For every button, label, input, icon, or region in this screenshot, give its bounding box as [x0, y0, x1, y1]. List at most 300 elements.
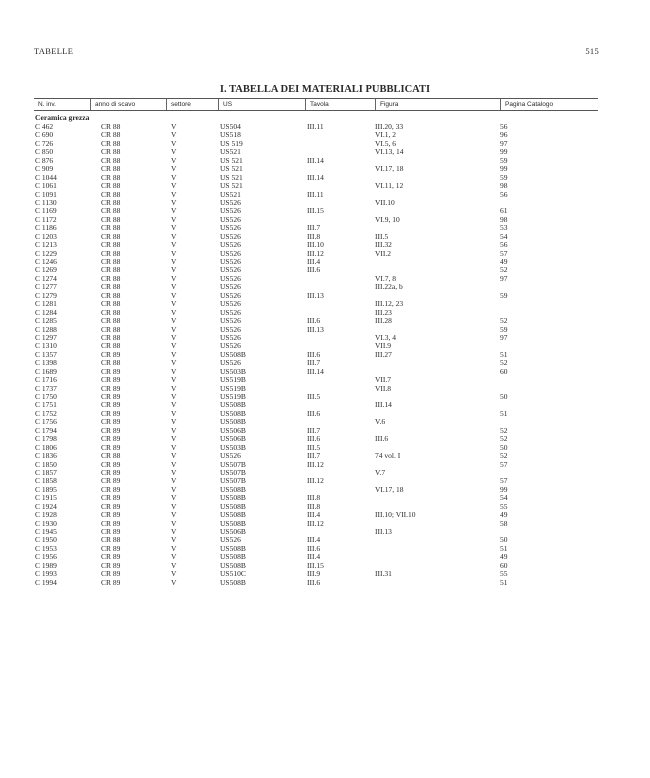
cell-plate: III.8	[307, 502, 321, 511]
cell-plate: III.8	[307, 494, 321, 503]
cell-us: US503B	[220, 367, 246, 376]
cell-catalog-page	[500, 342, 598, 350]
cell-us: US 521	[220, 156, 243, 165]
cell-sector: V	[171, 224, 177, 233]
running-header-section: TABELLE	[34, 46, 74, 56]
cell-catalog-page: 55	[500, 570, 508, 579]
cell-inventory-number: C 1716	[35, 376, 57, 385]
cell-catalog-page: 99	[500, 165, 508, 174]
column-header-us: US	[218, 99, 305, 110]
cell-figure	[375, 545, 500, 553]
cell-inventory-number: C 1357	[35, 350, 57, 359]
table-row	[34, 241, 598, 249]
cell-us: US503B	[220, 443, 246, 452]
cell-plate: III.6	[307, 578, 321, 587]
cell-plate: III.6	[307, 317, 321, 326]
column-header-catalog-page: Pagina Catalogo	[500, 99, 598, 110]
cell-inventory-number: C 1752	[35, 409, 57, 418]
cell-inventory-number: C 1061	[35, 182, 57, 191]
cell-us: US508B	[220, 350, 246, 359]
cell-catalog-page: 51	[500, 350, 508, 359]
cell-inventory-number: C 1186	[35, 224, 57, 233]
cell-excavation-year: CR 88	[101, 139, 121, 148]
cell-figure	[375, 224, 500, 232]
cell-sector: V	[171, 426, 177, 435]
cell-sector: V	[171, 443, 177, 452]
cell-inventory-number: C 850	[35, 148, 54, 157]
cell-catalog-page: 50	[500, 536, 508, 545]
cell-figure	[375, 368, 500, 376]
cell-figure: III.23	[375, 308, 392, 317]
cell-catalog-page: 49	[500, 553, 508, 562]
cell-inventory-number: C 1928	[35, 511, 57, 520]
cell-us: US 521	[220, 182, 243, 191]
cell-inventory-number: C 1989	[35, 561, 57, 570]
cell-inventory-number: C 909	[35, 165, 54, 174]
cell-plate	[305, 275, 375, 283]
cell-excavation-year: CR 89	[101, 485, 121, 494]
cell-catalog-page: 96	[500, 131, 508, 140]
cell-catalog-page: 52	[500, 359, 508, 368]
cell-inventory-number: C 1858	[35, 477, 57, 486]
column-header-figure: Figura	[375, 99, 500, 110]
cell-inventory-number: C 726	[35, 139, 54, 148]
table-row	[34, 334, 598, 342]
cell-sector: V	[171, 182, 177, 191]
cell-figure	[375, 579, 500, 587]
cell-sector: V	[171, 139, 177, 148]
cell-plate: III.6	[307, 350, 321, 359]
cell-inventory-number: C 1857	[35, 468, 57, 477]
cell-figure: VII.2	[375, 249, 392, 258]
cell-figure: III.5	[375, 232, 389, 241]
cell-figure: VI.17, 18	[375, 165, 404, 174]
table-row	[34, 410, 598, 418]
cell-sector: V	[171, 561, 177, 570]
cell-sector: V	[171, 536, 177, 545]
cell-excavation-year: CR 88	[101, 156, 121, 165]
cell-us: US507B	[220, 460, 246, 469]
cell-figure	[375, 207, 500, 215]
cell-inventory-number: C 1950	[35, 536, 57, 545]
cell-plate	[305, 528, 375, 536]
cell-us: US526	[220, 342, 241, 351]
cell-figure: VI.13, 14	[375, 148, 404, 157]
cell-excavation-year: CR 88	[101, 190, 121, 199]
cell-sector: V	[171, 274, 177, 283]
cell-catalog-page: 59	[500, 325, 508, 334]
cell-inventory-number: C 1169	[35, 207, 57, 216]
table-row	[34, 469, 598, 477]
table-header-row	[34, 98, 598, 111]
cell-figure	[375, 553, 500, 561]
cell-inventory-number: C 1246	[35, 258, 57, 266]
cell-excavation-year: CR 89	[101, 561, 121, 570]
cell-catalog-page: 60	[500, 367, 508, 376]
table-row	[34, 368, 598, 376]
cell-plate: III.8	[307, 232, 321, 241]
cell-figure: III.14	[375, 401, 392, 410]
table-row	[34, 528, 598, 536]
cell-sector: V	[171, 350, 177, 359]
cell-plate: III.7	[307, 452, 321, 461]
cell-sector: V	[171, 452, 177, 461]
cell-figure: VII.9	[375, 342, 392, 351]
cell-figure	[375, 292, 500, 300]
cell-excavation-year: CR 88	[101, 131, 121, 140]
cell-catalog-page	[500, 469, 598, 477]
cell-inventory-number: C 1895	[35, 485, 57, 494]
cell-plate	[305, 199, 375, 207]
cell-excavation-year: CR 88	[101, 333, 121, 342]
cell-us: US526	[220, 266, 241, 275]
cell-catalog-page: 50	[500, 393, 508, 401]
cell-plate	[305, 140, 375, 148]
cell-catalog-page: 99	[500, 485, 508, 494]
cell-sector: V	[171, 173, 177, 182]
cell-excavation-year: CR 88	[101, 215, 121, 224]
section-heading: Ceramica grezza	[35, 113, 90, 122]
cell-us: US518	[220, 131, 241, 140]
cell-us: US526	[220, 325, 241, 334]
cell-sector: V	[171, 367, 177, 376]
cell-us: US508B	[220, 409, 246, 418]
cell-us: US508B	[220, 485, 246, 494]
cell-sector: V	[171, 131, 177, 140]
cell-figure: III.28	[375, 317, 392, 326]
cell-plate: III.9	[307, 570, 321, 579]
cell-plate	[305, 283, 375, 291]
cell-plate: III.12	[307, 519, 324, 528]
cell-sector: V	[171, 198, 177, 207]
cell-plate: III.14	[307, 173, 324, 182]
table-row	[34, 224, 598, 232]
cell-excavation-year: CR 89	[101, 376, 121, 385]
cell-inventory-number: C 1689	[35, 367, 57, 376]
cell-figure: 74 vol. I	[375, 452, 401, 461]
cell-plate	[305, 334, 375, 342]
cell-inventory-number: C 1398	[35, 359, 57, 368]
cell-excavation-year: CR 89	[101, 468, 121, 477]
cell-excavation-year: CR 88	[101, 241, 121, 250]
cell-inventory-number: C 1806	[35, 443, 57, 452]
cell-catalog-page: 56	[500, 123, 508, 131]
cell-sector: V	[171, 519, 177, 528]
running-header	[34, 46, 599, 56]
table-row	[34, 182, 598, 190]
cell-us: US526	[220, 224, 241, 233]
cell-us: US507B	[220, 477, 246, 486]
cell-us: US526	[220, 274, 241, 283]
table-row	[34, 258, 598, 266]
cell-plate	[305, 401, 375, 409]
cell-us: US506B	[220, 426, 246, 435]
cell-figure	[375, 427, 500, 435]
cell-catalog-page	[500, 401, 598, 409]
cell-sector: V	[171, 215, 177, 224]
cell-us: US506B	[220, 435, 246, 444]
cell-excavation-year: CR 89	[101, 350, 121, 359]
column-header-inventory-number: N. inv.	[38, 101, 56, 108]
cell-excavation-year: CR 89	[101, 511, 121, 520]
cell-figure	[375, 494, 500, 502]
cell-us: US526	[220, 308, 241, 317]
cell-catalog-page	[500, 418, 598, 426]
table-row	[34, 393, 598, 401]
table-row	[34, 131, 598, 139]
cell-plate: III.6	[307, 409, 321, 418]
cell-inventory-number: C 1213	[35, 241, 57, 250]
cell-inventory-number: C 1850	[35, 460, 57, 469]
cell-figure	[375, 536, 500, 544]
cell-catalog-page: 97	[500, 139, 508, 148]
table-row	[34, 191, 598, 199]
cell-us: US508B	[220, 578, 246, 587]
cell-inventory-number: C 1130	[35, 198, 57, 207]
cell-figure	[375, 326, 500, 334]
cell-us: US508B	[220, 418, 246, 427]
cell-excavation-year: CR 89	[101, 578, 121, 587]
cell-catalog-page: 51	[500, 409, 508, 418]
cell-plate: III.11	[307, 190, 324, 199]
cell-inventory-number: C 1229	[35, 249, 57, 258]
table-row	[34, 444, 598, 452]
cell-inventory-number: C 1044	[35, 173, 57, 182]
cell-catalog-page: 52	[500, 435, 508, 444]
cell-excavation-year: CR 88	[101, 165, 121, 174]
cell-inventory-number: C 1750	[35, 393, 57, 401]
table-row	[34, 461, 598, 469]
cell-inventory-number: C 1924	[35, 502, 57, 511]
cell-plate: III.4	[307, 258, 321, 266]
cell-inventory-number: C 1279	[35, 291, 57, 300]
cell-us: US521	[220, 148, 241, 157]
cell-plate: III.13	[307, 291, 324, 300]
table-row	[34, 275, 598, 283]
table-row	[34, 165, 598, 173]
cell-excavation-year: CR 88	[101, 232, 121, 241]
table-row	[34, 250, 598, 258]
cell-us: US526	[220, 452, 241, 461]
table-row	[34, 292, 598, 300]
cell-excavation-year: CR 88	[101, 342, 121, 351]
cell-catalog-page	[500, 385, 598, 393]
cell-figure: V.6	[375, 418, 386, 427]
table-row	[34, 435, 598, 443]
cell-inventory-number: C 1915	[35, 494, 57, 503]
cell-sector: V	[171, 468, 177, 477]
cell-plate: III.7	[307, 359, 321, 368]
cell-figure	[375, 503, 500, 511]
cell-excavation-year: CR 88	[101, 182, 121, 191]
cell-excavation-year: CR 88	[101, 317, 121, 326]
cell-plate: III.5	[307, 443, 321, 452]
cell-us: US 521	[220, 173, 243, 182]
cell-excavation-year: CR 89	[101, 426, 121, 435]
page-number: 515	[585, 46, 599, 56]
cell-us: US526	[220, 249, 241, 258]
cell-excavation-year: CR 88	[101, 359, 121, 368]
cell-plate	[305, 376, 375, 384]
cell-plate: III.11	[307, 123, 324, 131]
cell-catalog-page: 59	[500, 173, 508, 182]
cell-figure: V.7	[375, 468, 386, 477]
table-row	[34, 157, 598, 165]
cell-catalog-page	[500, 528, 598, 536]
cell-sector: V	[171, 401, 177, 410]
cell-excavation-year: CR 89	[101, 435, 121, 444]
cell-figure: VI.11, 12	[375, 182, 404, 191]
cell-sector: V	[171, 123, 177, 131]
cell-catalog-page: 54	[500, 232, 508, 241]
cell-inventory-number: C 1288	[35, 325, 57, 334]
cell-sector: V	[171, 148, 177, 157]
cell-figure	[375, 157, 500, 165]
cell-catalog-page: 51	[500, 544, 508, 553]
cell-sector: V	[171, 207, 177, 216]
table-row	[34, 385, 598, 393]
cell-plate: III.5	[307, 393, 321, 401]
cell-inventory-number: C 1994	[35, 578, 57, 587]
cell-figure	[375, 410, 500, 418]
table-row	[34, 216, 598, 224]
cell-plate: III.6	[307, 266, 321, 275]
table-row	[34, 503, 598, 511]
cell-plate: III.13	[307, 325, 324, 334]
cell-plate: III.4	[307, 511, 321, 520]
cell-sector: V	[171, 300, 177, 309]
cell-figure	[375, 444, 500, 452]
table-row	[34, 545, 598, 553]
cell-catalog-page: 53	[500, 224, 508, 233]
cell-us: US519B	[220, 384, 246, 393]
cell-plate: III.7	[307, 426, 321, 435]
cell-plate	[305, 216, 375, 224]
cell-catalog-page: 49	[500, 258, 508, 266]
cell-inventory-number: C 1277	[35, 283, 57, 292]
cell-us: US526	[220, 232, 241, 241]
cell-figure	[375, 258, 500, 266]
cell-sector: V	[171, 502, 177, 511]
column-header-plate: Tavola	[305, 99, 375, 110]
cell-us: US508B	[220, 502, 246, 511]
cell-us: US504	[220, 123, 241, 131]
cell-inventory-number: C 1172	[35, 215, 57, 224]
cell-excavation-year: CR 89	[101, 519, 121, 528]
cell-excavation-year: CR 88	[101, 224, 121, 233]
cell-catalog-page: 50	[500, 443, 508, 452]
table-row	[34, 359, 598, 367]
cell-us: US 521	[220, 165, 243, 174]
cell-excavation-year: CR 89	[101, 384, 121, 393]
cell-us: US521	[220, 190, 241, 199]
cell-us: US526	[220, 536, 241, 545]
cell-figure	[375, 174, 500, 182]
cell-inventory-number: C 1737	[35, 384, 57, 393]
cell-plate: III.6	[307, 544, 321, 553]
cell-sector: V	[171, 156, 177, 165]
cell-us: US508B	[220, 519, 246, 528]
cell-excavation-year: CR 88	[101, 452, 121, 461]
cell-sector: V	[171, 165, 177, 174]
cell-inventory-number: C 690	[35, 131, 54, 140]
cell-catalog-page: 97	[500, 333, 508, 342]
cell-catalog-page: 52	[500, 317, 508, 326]
table-row	[34, 207, 598, 215]
cell-excavation-year: CR 88	[101, 249, 121, 258]
cell-plate: III.14	[307, 156, 324, 165]
cell-plate: III.12	[307, 249, 324, 258]
cell-excavation-year: CR 88	[101, 148, 121, 157]
cell-inventory-number: C 1310	[35, 342, 57, 351]
cell-plate	[305, 131, 375, 139]
cell-figure	[375, 520, 500, 528]
cell-sector: V	[171, 393, 177, 401]
cell-excavation-year: CR 89	[101, 477, 121, 486]
table-row	[34, 511, 598, 519]
cell-inventory-number: C 1284	[35, 308, 57, 317]
cell-inventory-number: C 1285	[35, 317, 57, 326]
cell-catalog-page	[500, 309, 598, 317]
cell-excavation-year: CR 88	[101, 258, 121, 266]
cell-catalog-page: 59	[500, 156, 508, 165]
cell-figure: VII.10	[375, 198, 395, 207]
cell-excavation-year: CR 88	[101, 325, 121, 334]
cell-us: US508B	[220, 553, 246, 562]
cell-inventory-number: C 876	[35, 156, 54, 165]
table-row	[34, 376, 598, 384]
table-row	[34, 283, 598, 291]
cell-us: US519B	[220, 393, 246, 401]
cell-excavation-year: CR 88	[101, 198, 121, 207]
cell-us: US526	[220, 300, 241, 309]
cell-excavation-year: CR 88	[101, 283, 121, 292]
cell-sector: V	[171, 190, 177, 199]
cell-sector: V	[171, 232, 177, 241]
table-row	[34, 486, 598, 494]
cell-inventory-number: C 1953	[35, 544, 57, 553]
table-row	[34, 326, 598, 334]
cell-us: US526	[220, 258, 241, 266]
cell-sector: V	[171, 359, 177, 368]
cell-excavation-year: CR 89	[101, 494, 121, 503]
table-row	[34, 199, 598, 207]
cell-figure: III.22a, b	[375, 283, 403, 292]
cell-figure: VI.7, 8	[375, 274, 397, 283]
cell-us: US510C	[220, 570, 246, 579]
cell-plate: III.14	[307, 367, 324, 376]
cell-inventory-number: C 1751	[35, 401, 57, 410]
cell-inventory-number: C 1297	[35, 333, 57, 342]
cell-plate: III.12	[307, 477, 324, 486]
cell-excavation-year: CR 89	[101, 502, 121, 511]
cell-sector: V	[171, 291, 177, 300]
cell-catalog-page: 99	[500, 148, 508, 157]
cell-figure	[375, 191, 500, 199]
cell-catalog-page	[500, 300, 598, 308]
cell-catalog-page: 59	[500, 291, 508, 300]
cell-catalog-page: 52	[500, 426, 508, 435]
cell-excavation-year: CR 89	[101, 443, 121, 452]
cell-sector: V	[171, 258, 177, 266]
cell-excavation-year: CR 88	[101, 207, 121, 216]
cell-figure: III.10; VII.10	[375, 511, 416, 520]
table-row	[34, 579, 598, 587]
cell-us: US 519	[220, 139, 243, 148]
table-row	[34, 427, 598, 435]
cell-figure: VI.5, 6	[375, 139, 397, 148]
cell-figure: III.13	[375, 528, 392, 536]
